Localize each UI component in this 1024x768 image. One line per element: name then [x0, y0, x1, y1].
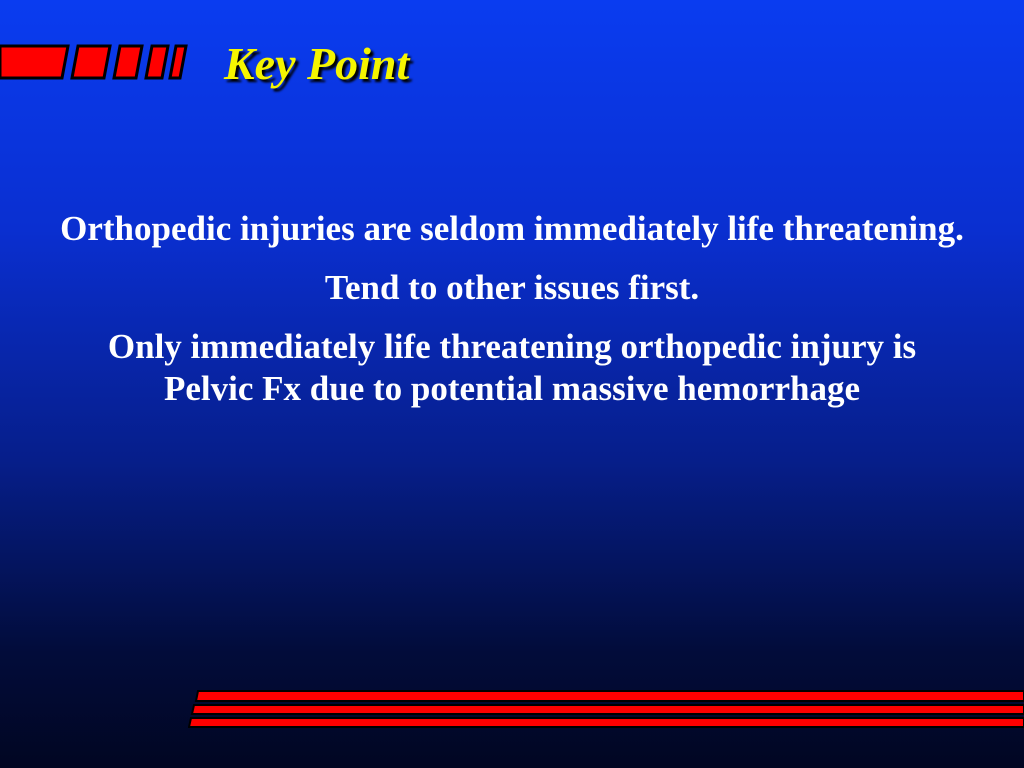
footer-stripe: [192, 705, 1024, 714]
footer-stripes-decoration: [188, 690, 1024, 730]
header-stripe: [114, 46, 142, 78]
slide-title: Key Point: [224, 38, 410, 89]
body-paragraph-2: Tend to other issues first.: [324, 268, 700, 307]
footer-stripe: [196, 691, 1024, 701]
header-stripe: [72, 46, 110, 78]
body-paragraph-3: Only immediately life threatening orthopedic injury is Pelvic Fx due to potential massive hemorrhage: [107, 327, 917, 408]
body-paragraph-1: Orthopedic injuries are seldom immediately life threatening.: [60, 209, 964, 248]
header-stripe: [0, 46, 68, 78]
footer-stripe: [189, 718, 1024, 727]
slide-body: [60, 208, 964, 427]
header-stripes-decoration: [0, 44, 190, 80]
header-stripe: [170, 46, 186, 78]
header-stripe: [146, 46, 168, 78]
